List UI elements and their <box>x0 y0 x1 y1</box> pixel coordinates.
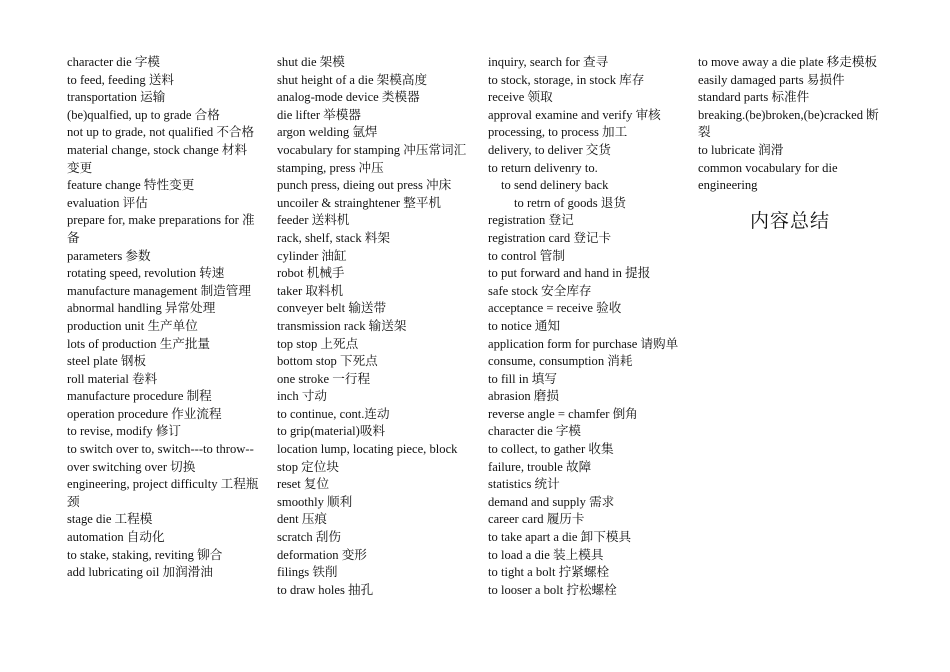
glossary-entry: delivery, to deliver 交货 <box>488 142 611 157</box>
glossary-entry: inch 寸动 <box>277 389 328 404</box>
glossary-entry: registration card 登记卡 <box>488 230 612 245</box>
glossary-entry: breaking.(be)broken,(be)cracked 断裂 <box>698 107 879 140</box>
glossary-entry: analog-mode device 类模器 <box>277 90 420 105</box>
glossary-entry: feature change 特性变更 <box>67 178 195 193</box>
glossary-entry: material change, stock change 材料变更 <box>67 142 248 175</box>
glossary-entry: punch press, dieing out press 冲床 <box>277 178 452 193</box>
glossary-column-3 <box>488 54 680 599</box>
glossary-entry: lots of production 生产批量 <box>67 336 211 351</box>
glossary-entry: common vocabulary for die engineering <box>698 160 838 193</box>
glossary-entry: to send delinery back <box>501 178 609 193</box>
glossary-entry: processing, to process 加工 <box>488 125 628 140</box>
glossary-entry: not up to grade, not qualified 不合格 <box>67 125 255 140</box>
glossary-entry: to looser a bolt 拧松螺栓 <box>488 582 617 597</box>
glossary-entry: prepare for, make preparations for 准备 <box>67 213 255 245</box>
glossary-entry: automation 自动化 <box>67 530 165 545</box>
glossary-entry: operation procedure 作业流程 <box>67 406 222 421</box>
glossary-entry: bottom stop 下死点 <box>277 354 378 369</box>
glossary-entry: stamping, press 冲压 <box>277 160 384 175</box>
glossary-entry: add lubricating oil 加润滑油 <box>67 565 213 580</box>
glossary-entry: demand and supply 需求 <box>488 494 615 509</box>
glossary-entry: reset 复位 <box>277 477 330 492</box>
glossary-entry: character die 字模 <box>488 424 582 439</box>
glossary-column-4 <box>698 54 882 233</box>
glossary-entry: rotating speed, revolution 转速 <box>67 266 225 281</box>
glossary-entry: to stock, storage, in stock 库存 <box>488 72 645 87</box>
glossary-entry: registration 登记 <box>488 213 574 228</box>
glossary-entry: career card 履历卡 <box>488 512 585 527</box>
glossary-entry: shut height of a die 架模高度 <box>277 72 428 87</box>
glossary-entry: inquiry, search for 查寻 <box>488 55 609 69</box>
glossary-entry: dent 压痕 <box>277 512 328 527</box>
glossary-entry: abnormal handling 异常处理 <box>67 301 216 316</box>
glossary-entry: scratch 刮伤 <box>277 530 341 545</box>
glossary-entry: roll material 卷料 <box>67 371 158 386</box>
glossary-entry: to retrn of goods 退货 <box>514 195 626 210</box>
glossary-entry: to collect, to gather 收集 <box>488 442 614 457</box>
glossary-entry: transportation 运输 <box>67 90 166 105</box>
glossary-entry: deformation 变形 <box>277 547 367 562</box>
glossary-entry: location lump, locating piece, block stop 定位块 <box>277 442 458 474</box>
glossary-entry: to switch over to, switch---to throw--over switching over 切换 <box>67 442 254 474</box>
glossary-entry: robot 机械手 <box>277 266 345 281</box>
glossary-entry: argon welding 氩焊 <box>277 125 378 140</box>
glossary-entry: vocabulary for stamping 冲压常词汇 <box>277 142 467 157</box>
glossary-entry: evaluation 评估 <box>67 195 148 210</box>
glossary-entry: taker 取料机 <box>277 283 344 298</box>
glossary-entry: rack, shelf, stack 料架 <box>277 230 390 245</box>
glossary-entry: stage die 工程模 <box>67 512 153 527</box>
glossary-entry: top stop 上死点 <box>277 336 359 351</box>
glossary-entry: shut die 架模 <box>277 55 345 69</box>
glossary-entry: to lubricate 润滑 <box>698 142 784 157</box>
glossary-entry: manufacture procedure 制程 <box>67 389 212 404</box>
glossary-entry: to control 管制 <box>488 248 565 263</box>
glossary-entry: transmission rack 输送架 <box>277 318 407 333</box>
glossary-entry: character die 字模 <box>67 55 161 69</box>
glossary-entry: to grip(material)吸料 <box>277 424 386 439</box>
glossary-entry: approval examine and verify 审核 <box>488 107 661 122</box>
glossary-entry: to move away a die plate 移走模板 <box>698 55 878 69</box>
glossary-entry: to stake, staking, reviting 铆合 <box>67 547 223 562</box>
glossary-entry: to revise, modify 修订 <box>67 424 182 439</box>
glossary-column-1 <box>67 54 259 582</box>
glossary-entry: to load a die 装上模具 <box>488 547 604 562</box>
glossary-entry: abrasion 磨损 <box>488 389 559 404</box>
glossary-column-2 <box>277 54 469 599</box>
glossary-entry: (be)qualfied, up to grade 合格 <box>67 107 220 122</box>
glossary-entry: die lifter 举模器 <box>277 107 361 122</box>
glossary-entry: production unit 生产单位 <box>67 318 198 333</box>
glossary-entry: steel plate 钢板 <box>67 354 147 369</box>
glossary-entry: statistics 统计 <box>488 477 560 492</box>
glossary-entry: to take apart a die 卸下模具 <box>488 530 632 545</box>
glossary-entry: uncoiler & strainghtener 整平机 <box>277 195 442 210</box>
glossary-entry: to tight a bolt 拧紧螺栓 <box>488 565 610 580</box>
glossary-entry: to feed, feeding 送料 <box>67 72 175 87</box>
glossary-entry: filings 铁削 <box>277 565 338 580</box>
glossary-entry: to notice 通知 <box>488 318 561 333</box>
glossary-entry: to draw holes 抽孔 <box>277 582 374 597</box>
glossary-entry: to fill in 填写 <box>488 371 557 386</box>
glossary-entry: engineering, project difficulty 工程瓶颈 <box>67 477 259 509</box>
glossary-entry: parameters 参数 <box>67 248 151 263</box>
glossary-entry: receive 领取 <box>488 90 553 105</box>
glossary-entry: consume, consumption 消耗 <box>488 354 633 369</box>
glossary-entry: one stroke 一行程 <box>277 371 371 386</box>
content-summary-heading: 内容总结 <box>749 209 830 232</box>
glossary-entry: to continue, cont.连动 <box>277 406 390 421</box>
glossary-entry: easily damaged parts 易损件 <box>698 72 845 87</box>
glossary-entry: to return delivenry to. <box>488 160 598 175</box>
glossary-entry: feeder 送料机 <box>277 213 350 228</box>
glossary-entry: smoothly 顺利 <box>277 494 353 509</box>
glossary-entry: cylinder 油缸 <box>277 248 347 263</box>
glossary-entry: safe stock 安全库存 <box>488 283 592 298</box>
glossary-entry: application form for purchase 请购单 <box>488 336 679 351</box>
glossary-entry: to put forward and hand in 提报 <box>488 266 651 281</box>
glossary-entry: failure, trouble 故障 <box>488 459 592 474</box>
glossary-entry: acceptance = receive 验收 <box>488 301 622 316</box>
glossary-entry: manufacture management 制造管理 <box>67 283 251 298</box>
glossary-entry: conveyer belt 输送带 <box>277 301 387 316</box>
glossary-entry: standard parts 标准件 <box>698 90 810 105</box>
glossary-entry: reverse angle = chamfer 倒角 <box>488 406 638 421</box>
